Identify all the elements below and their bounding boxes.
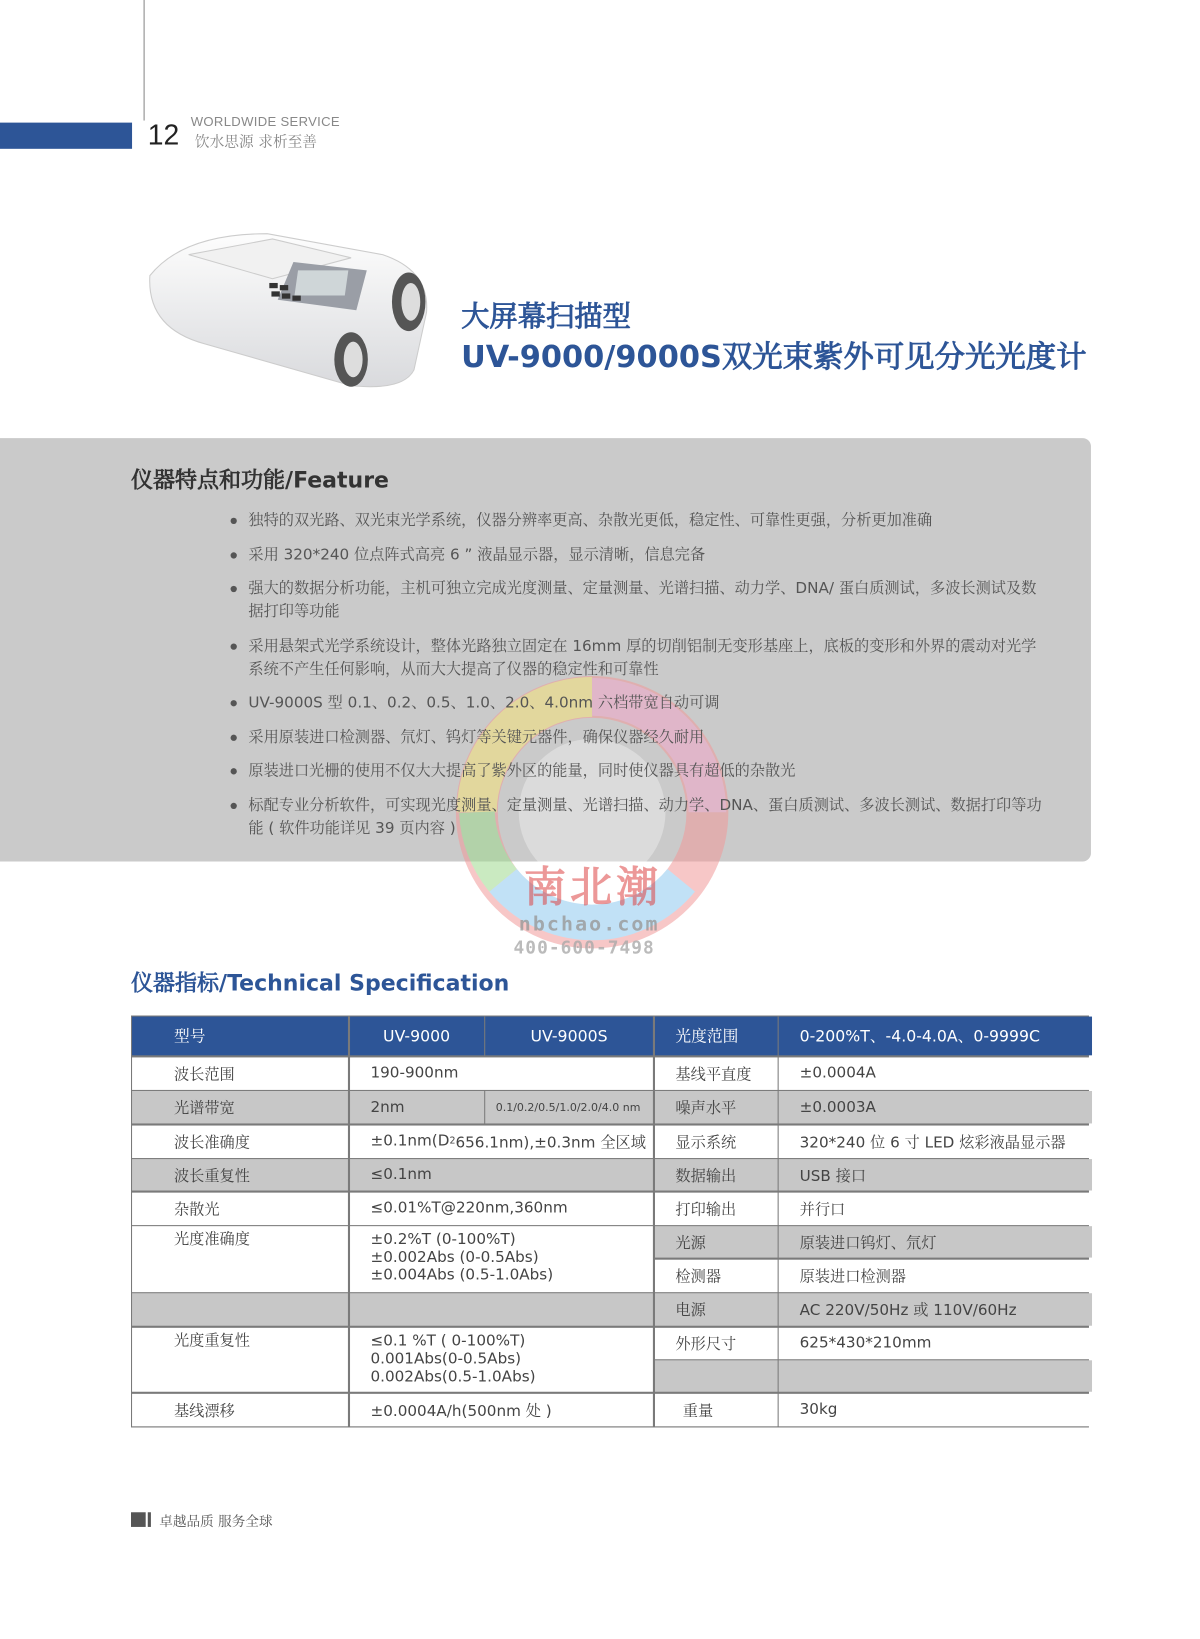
spec-label: 数据输出: [654, 1159, 777, 1190]
spec-label: 基线平直度: [654, 1057, 777, 1089]
blank-cell: [779, 1360, 1092, 1391]
value-line: ≤0.1 %T ( 0-100%T): [370, 1332, 526, 1350]
page-number: 12: [147, 119, 180, 151]
feature-item: UV-9000S 型 0.1、0.2、0.5、1.0、2.0、4.0nm 六档带宽自动可调: [228, 692, 1045, 715]
spec-table: [131, 1016, 1089, 1427]
footer-bar-icon: [148, 1512, 151, 1527]
divider-line: [144, 0, 145, 121]
spec-value: 190-900nm: [350, 1057, 653, 1089]
spec-label: 光源: [654, 1226, 777, 1257]
spec-value: [350, 1125, 653, 1157]
watermark-phone: 400-600-7498: [513, 937, 655, 959]
value-line: ±0.004Abs (0.5-1.0Abs): [370, 1267, 554, 1284]
spec-value: [350, 1226, 653, 1291]
header-accent-bar: [0, 123, 132, 149]
spec-value: ≤0.1nm: [350, 1159, 653, 1190]
feature-list: [228, 509, 1045, 851]
spec-value: 并行口: [779, 1192, 1092, 1224]
spec-value: 30kg: [779, 1393, 1092, 1425]
value-part: ±0.1nm(D: [370, 1132, 450, 1150]
subscript: 2: [449, 1136, 456, 1147]
spec-value: 625*430*210mm: [779, 1327, 1092, 1358]
feature-item: 原装进口光栅的使用不仅大大提高了紫外区的能量，同时使仪器具有超低的杂散光: [228, 760, 1045, 783]
spec-value: 320*240 位 6 寸 LED 炫彩液晶显示器: [779, 1125, 1092, 1157]
spec-value: 0.1/0.2/0.5/1.0/2.0/4.0 nm: [485, 1091, 653, 1123]
value-line: 0.001Abs(0-0.5Abs): [370, 1350, 522, 1368]
spec-label: 噪声水平: [654, 1091, 777, 1123]
value-line: ±0.002Abs (0-0.5Abs): [370, 1249, 539, 1266]
motto: 饮水思源 求析至善: [194, 134, 317, 151]
spec-label: 杂散光: [132, 1192, 348, 1224]
service-label: WORLDWIDE SERVICE: [190, 114, 340, 129]
blank-cell: [654, 1360, 777, 1391]
spec-label: 电源: [654, 1293, 777, 1325]
product-subtitle: 大屏幕扫描型: [461, 300, 631, 334]
spec-label: 波长范围: [132, 1057, 348, 1089]
spec-value: ±0.0004A: [779, 1057, 1092, 1089]
product-title: UV-9000/9000S双光束紫外可见分光光度计: [461, 338, 1087, 375]
spec-label: 基线漂移: [132, 1393, 348, 1425]
spec-value: USB 接口: [779, 1159, 1092, 1190]
spec-label: 重量: [654, 1393, 777, 1425]
value-line: 0.002Abs(0.5-1.0Abs): [370, 1368, 536, 1385]
spec-value: AC 220V/50Hz 或 110V/60Hz: [779, 1293, 1092, 1325]
feature-item: 采用 320*240 位点阵式高亮 6 ” 液晶显示器，显示清晰，信息完备: [228, 543, 1045, 566]
footer-square-icon: [131, 1512, 146, 1527]
footer-slogan: 卓越品质 服务全球: [159, 1514, 273, 1531]
header-uv9000s: UV-9000S: [485, 1017, 653, 1056]
value-part: 656.1nm),±0.3nm 全区域: [455, 1134, 646, 1152]
feature-item: 标配专业分析软件，可实现光度测量、定量测量、光谱扫描、动力学、DNA、蛋白质测试、多波长测试、数据打印等功能 ( 软件功能详见 39 页内容 ): [228, 794, 1045, 840]
spec-value: ±0.0004A/h(500nm 处 ): [350, 1393, 653, 1425]
feature-item: 独特的双光路、双光束光学系统，仪器分辨率更高、杂散光更低，稳定性、可靠性更强，分析更加准确: [228, 509, 1045, 532]
spec-label: 光度重复性: [132, 1327, 348, 1391]
header-model: 型号: [132, 1017, 348, 1056]
blank-cell: [132, 1293, 348, 1325]
spec-value: 原装进口钨灯、氘灯: [779, 1226, 1092, 1257]
spec-label: 光谱带宽: [132, 1091, 348, 1123]
spec-label: 外形尺寸: [654, 1327, 777, 1358]
header-range-label: 光度范围: [654, 1017, 777, 1056]
feature-item: 采用悬架式光学系统设计，整体光路独立固定在 16mm 厚的切削铝制无变形基座上，底板的变形和外界的震动对光学系统不产生任何影响，从而大大提高了仪器的稳定性和可靠性: [228, 635, 1045, 681]
spectrophotometer-image: [141, 228, 434, 396]
spec-value: ±0.0003A: [779, 1091, 1092, 1123]
header-uv9000: UV-9000: [350, 1017, 484, 1056]
feature-item: 强大的数据分析功能，主机可独立完成光度测量、定量测量、光谱扫描、动力学、DNA/ 蛋白质测试，多波长测试及数据打印等功能: [228, 577, 1045, 623]
spec-label: 显示系统: [654, 1125, 777, 1157]
spec-label: 波长准确度: [132, 1125, 348, 1157]
spec-label: 光度准确度: [132, 1226, 348, 1291]
spec-value: 原装进口检测器: [779, 1259, 1092, 1291]
spec-value: [350, 1327, 653, 1391]
feature-heading: 仪器特点和功能/Feature: [131, 467, 389, 493]
spec-value: ≤0.01%T@220nm,360nm: [350, 1192, 653, 1224]
watermark-brand: 南北潮: [524, 863, 663, 912]
feature-item: 采用原装进口检测器、氘灯、钨灯等关键元器件，确保仪器经久耐用: [228, 726, 1045, 749]
spec-label: 波长重复性: [132, 1159, 348, 1190]
watermark-url: nbchao.com: [518, 912, 660, 936]
spec-value: 2nm: [350, 1091, 484, 1123]
header-range-value: 0-200%T、-4.0-4.0A、0-9999C: [779, 1017, 1092, 1056]
spec-label: 打印输出: [654, 1192, 777, 1224]
spec-label: 检测器: [654, 1259, 777, 1291]
blank-cell: [350, 1293, 653, 1325]
spec-heading: 仪器指标/Technical Specification: [131, 970, 510, 996]
value-line: ±0.2%T (0-100%T): [370, 1231, 516, 1249]
